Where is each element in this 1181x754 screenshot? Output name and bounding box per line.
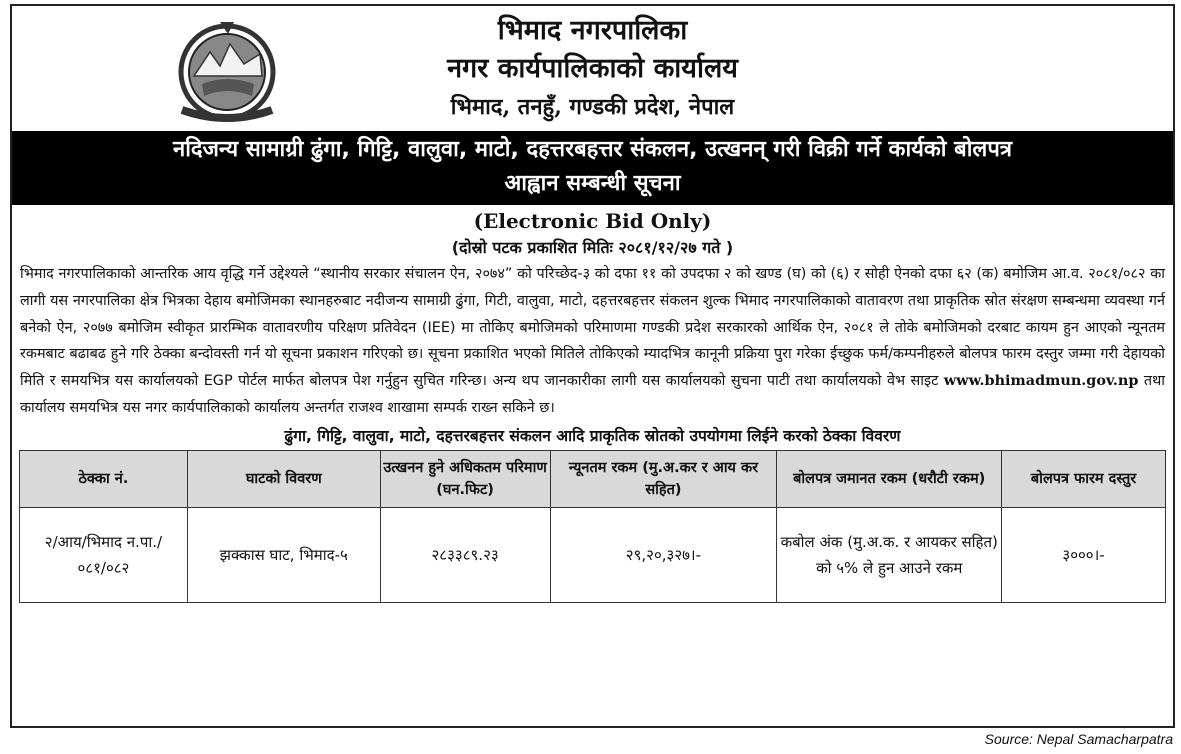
table-header-row [20, 450, 1166, 507]
header-contract-no: ठेक्का नं. [20, 450, 188, 507]
notice-title-line2: आह्वान सम्बन्धी सूचना [504, 171, 681, 196]
notice-title-line1: नदिजन्य सामाग्री ढुंगा, गिट्टि, वालुवा, माटो, दहत्तरबहत्तर संकलन, उत्खनन् गरी विक्री गर्ने कार्यको बोलपत्र [173, 137, 1012, 162]
header-ghat: घाटको विवरण [187, 450, 380, 507]
notice-title-banner [12, 131, 1173, 205]
source-credit: Source: Nepal Samacharpatra [984, 731, 1173, 747]
cell-quantity: २८३३८९.२३ [380, 507, 550, 602]
body-text-part2: तथा कार्यालय समयभित्र यस नगर कार्यपालिकाको कार्यालय अन्तर्गत राजश्व शाखामा सम्पर्क राख्न सकिने छ। [20, 373, 1166, 416]
notice-body [12, 261, 1173, 422]
office-name: नगर कार्यपालिकाको कार्यालय [447, 53, 738, 84]
cell-form-fee: ३०००।- [1002, 507, 1166, 602]
table-row [20, 507, 1166, 602]
header-deposit: बोलपत्र जमानत रकम (धरौटी रकम) [777, 450, 1002, 507]
contract-table [19, 450, 1166, 603]
table-title: ढुंगा, गिट्टि, वालुवा, माटो, दहत्तरबहत्तर संकलन आदि प्राकृतिक स्रोतको उपयोगमा लिईने करको ठेक्का विवरण [284, 426, 901, 445]
cell-contract-no: २/आय/भिमाद न.पा./०८१/०८२ [20, 507, 188, 602]
header-quantity: उत्खनन हुने अधिकतम परिमाण (घन.फिट) [380, 450, 550, 507]
header-form-fee: बोलपत्र फारम दस्तुर [1002, 450, 1166, 507]
publish-date: (दोस्रो पटक प्रकाशित मितिः २०८१/१२/२७ गते ) [451, 238, 734, 257]
cell-deposit: कबोल अंक (मु.अ.क. र आयकर सहित) को ५% ले हुन आउने रकम [777, 507, 1002, 602]
website-link[interactable]: www.bhimadmun.gov.np [943, 372, 1139, 390]
org-name: भिमाद नगरपालिका [497, 15, 688, 46]
body-text-part1: भिमाद नगरपालिकाको आन्तरिक आय वृद्धि गर्ने उद्देश्यले “स्थानीय सरकार संचालन ऐन, २०७४” को परिच्छेद-३ को दफा ११ को उपदफा २ को खण्ड (घ) को (६) र सोही ऐनको दफा ६२ (क) बमोजिम आ.व. २०८१/०८२ का लागी यस नगरपालिका क्षेत्र भित्रका देहाय बमोजिमका स्थानहरुबाट नदीजन्य सामाग्री ढुंगा, गिटी, वालुवा, माटो, दहत्तरबहत्तर संकलन शुल्क भिमाद नगरपालिकाको वातावरण तथा प्राकृतिक स्रोत संरक्षण सम्बन्धमा व्यवस्था गर्न बनेको ऐन, २०७७ बमोजिम स्वीकृत प्रारम्भिक वातावरणीय परिक्षण प्रतिवेदन (IEE) मा तोकिए बमोजिमको परिमाणमा गण्डकी प्रदेश सरकारको आर्थिक ऐन, २०८१ ले तोके बमोजिमको दरबाट कायम हुन आएको न्यूनतम रकमबाट बढाबढ हुने गरि ठेक्का बन्दोवस्ती गर्न यो सूचना प्रकाशन गरिएको छ। सूचना प्रकाशित भएको मितिले तोकिएको म्यादभित्र कानूनी प्रक्रिया पुरा गरेका ईच्छुक फर्म/कम्पनीहरुले बोलपत्र फारम दस्तुर जम्मा गरी देहायको मिति र समयभित्र यस कार्यालयको EGP पोर्टल मार्फत बोलपत्र पेश गर्नुहुन सुचित गरिन्छ। अन्य थप जानकारीका लागी यस कार्यालयको सुचना पाटी तथा कार्यालयको वेभ साइट [20, 266, 1165, 390]
header [12, 6, 1173, 131]
notice-frame [10, 4, 1175, 728]
bid-type: (Electronic Bid Only) [473, 209, 712, 233]
cell-min-amount: २९,२०,३२७।- [550, 507, 777, 602]
office-address: भिमाद, तनहुँ, गण्डकी प्रदेश, नेपाल [450, 94, 735, 120]
cell-ghat: झक्कास घाट, भिमाद-५ [187, 507, 380, 602]
header-min-amount: न्यूनतम रकम (मु.अ.कर र आय कर सहित) [550, 450, 777, 507]
org-block [12, 12, 1173, 126]
